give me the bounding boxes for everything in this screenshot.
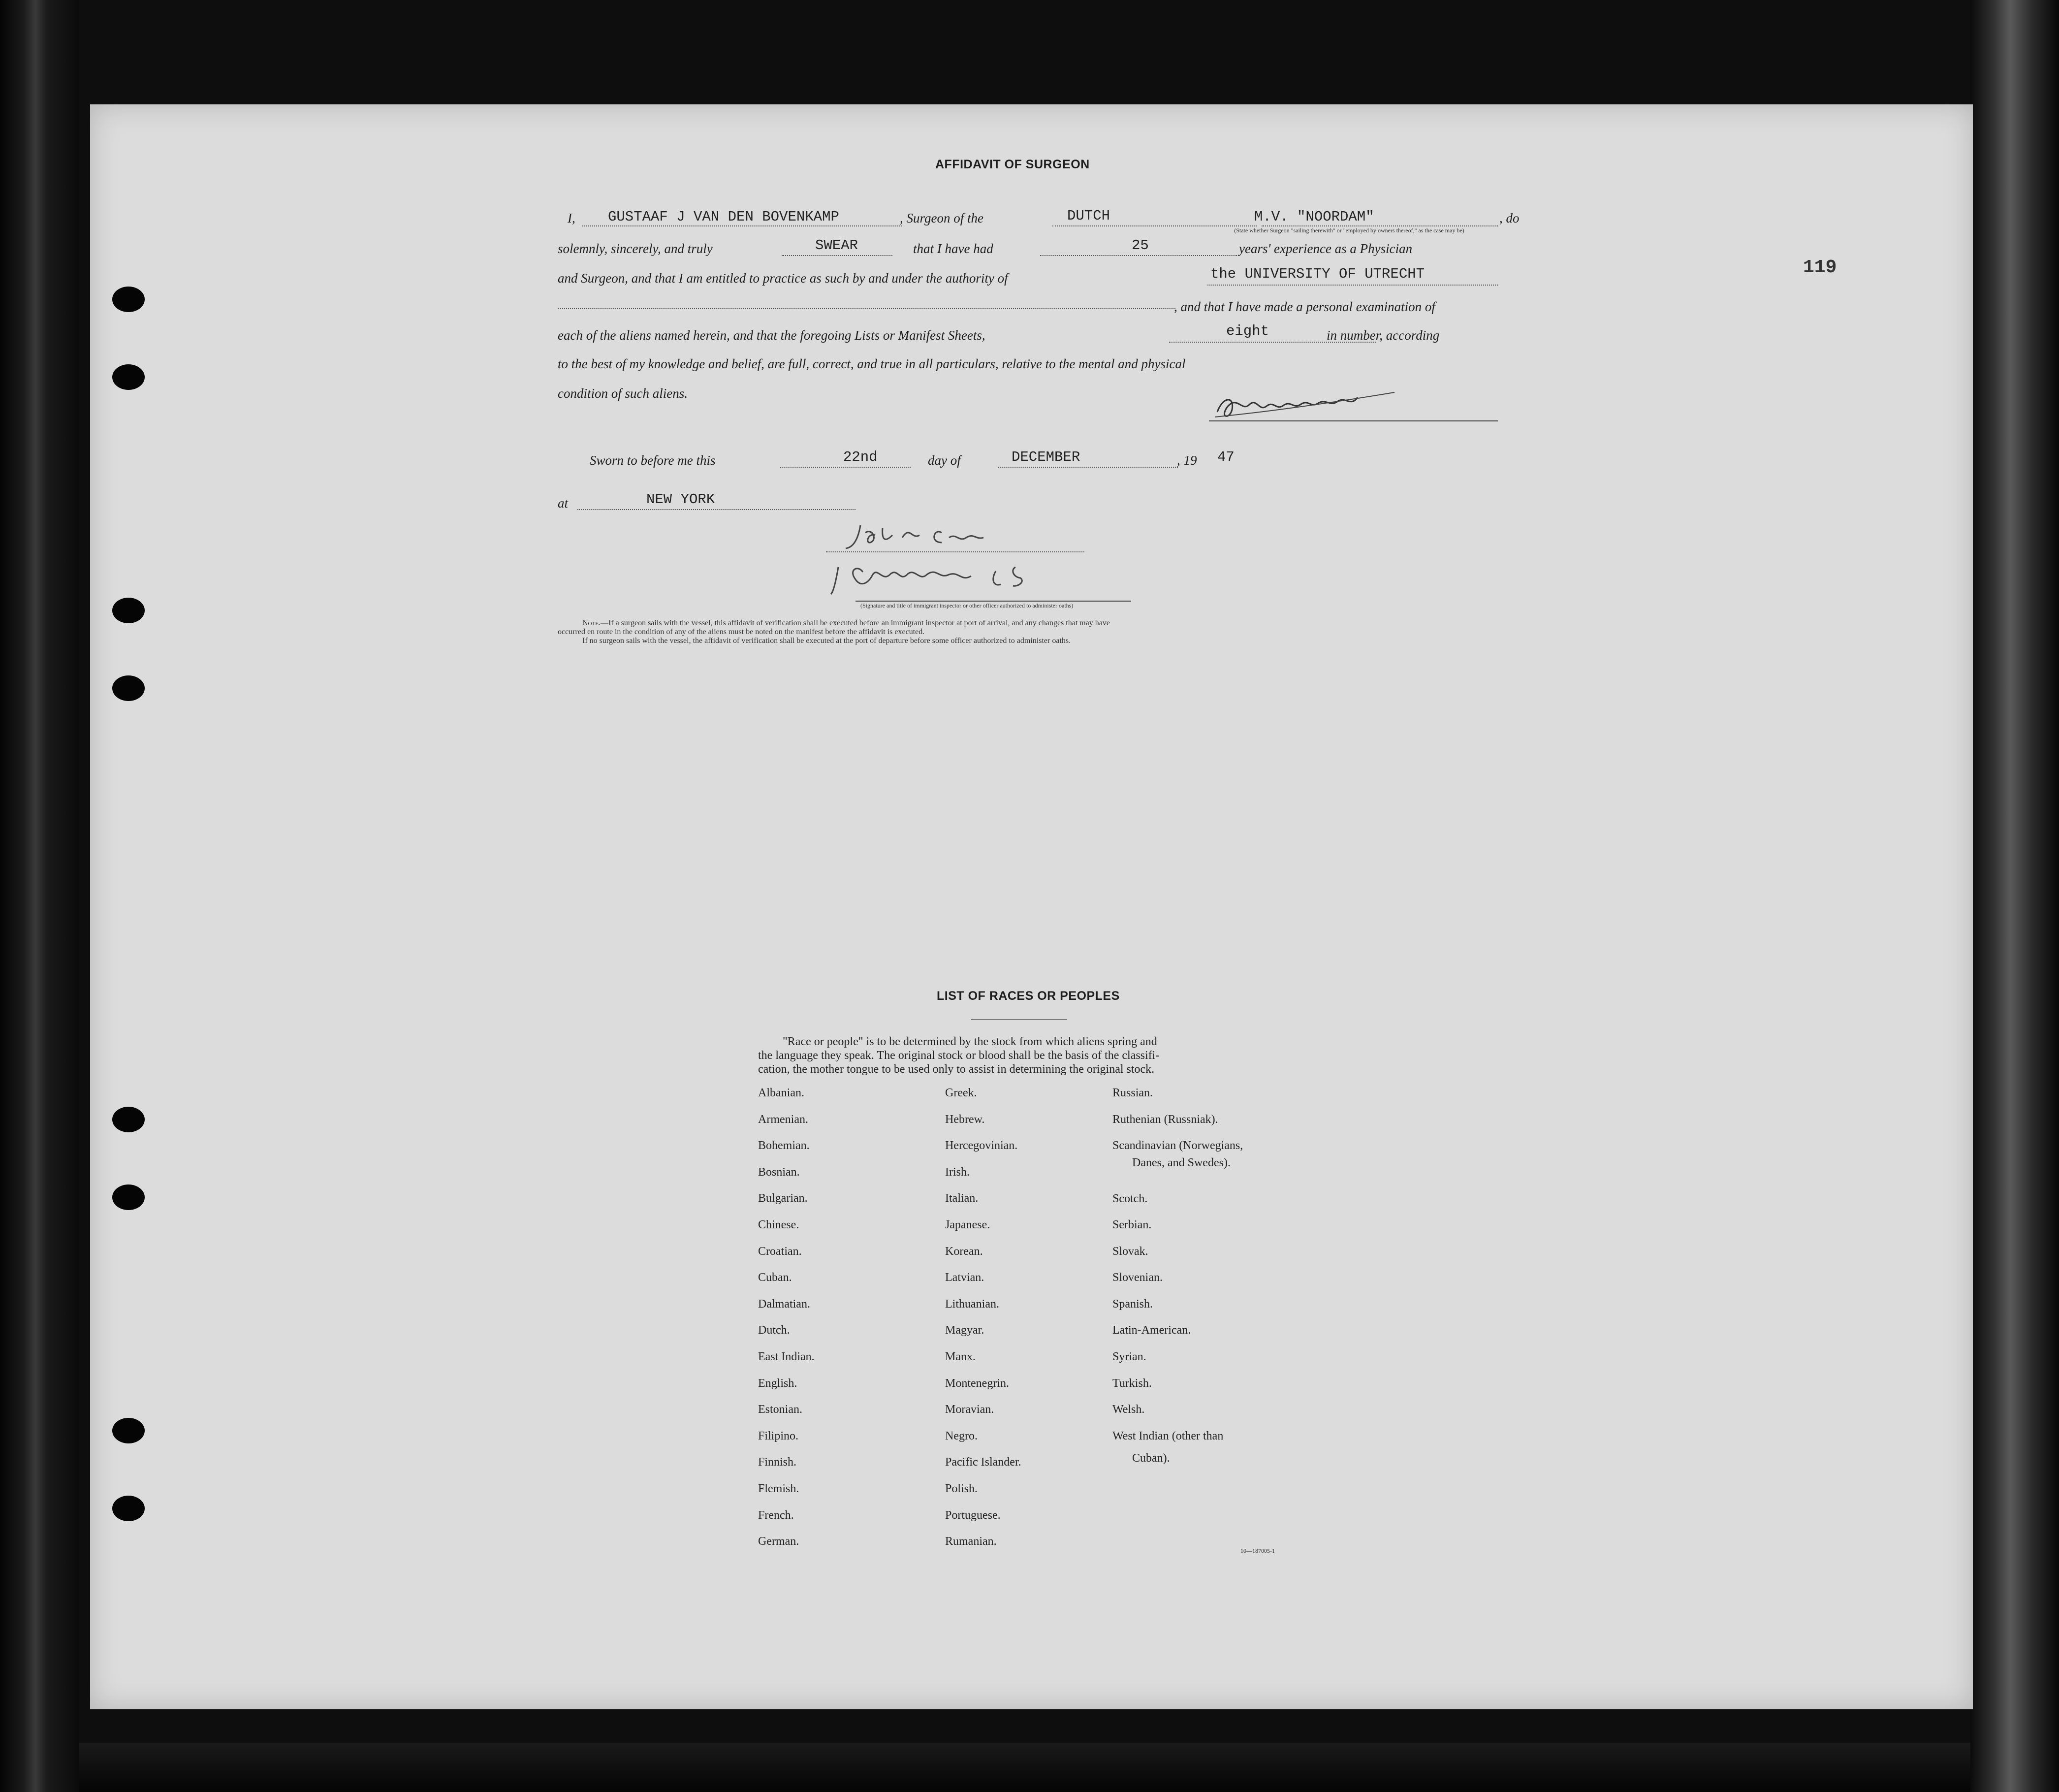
line1-mid: , Surgeon of the	[900, 211, 983, 225]
note-text-1: —If a surgeon sails with the vessel, this affidavit of verification shall be executed before an immigrant inspector at port of arrival, and any changes that may have	[600, 619, 1110, 627]
race-item: Greek.	[945, 1087, 977, 1099]
surgeon-name-line	[582, 225, 902, 226]
race-item: Bohemian.	[758, 1139, 810, 1152]
race-item: Polish.	[945, 1482, 978, 1495]
race-item: Estonian.	[758, 1403, 802, 1416]
race-item: Flemish.	[758, 1482, 799, 1495]
race-item: Welsh.	[1112, 1403, 1145, 1416]
race-item: Lithuanian.	[945, 1297, 999, 1311]
race-item: Dutch.	[758, 1324, 790, 1337]
place-city: NEW YORK	[646, 491, 715, 508]
surgeon-nationality: DUTCH	[1067, 208, 1110, 224]
race-item: Latin-American.	[1112, 1324, 1191, 1337]
race-item: Hebrew.	[945, 1113, 985, 1126]
race-item: Italian.	[945, 1192, 979, 1205]
race-item: Slovenian.	[1112, 1271, 1163, 1284]
nationality-line	[1052, 225, 1257, 226]
punch-hole	[112, 1184, 145, 1210]
document-page	[90, 104, 1973, 1709]
races-title-rule	[971, 1019, 1067, 1020]
surgeon-name: GUSTAAF J VAN DEN BOVENKAMP	[608, 209, 839, 225]
race-item: East Indian.	[758, 1350, 815, 1363]
race-item: German.	[758, 1535, 799, 1548]
years-experience: 25	[1132, 237, 1149, 254]
authority-line-2	[558, 308, 1175, 309]
punch-hole	[112, 1107, 145, 1132]
line2-suffix: years' experience as a Physician	[1239, 241, 1413, 256]
race-item: Spanish.	[1112, 1298, 1153, 1311]
sworn-year: 47	[1217, 449, 1235, 465]
race-item: Finnish.	[758, 1456, 797, 1469]
oath-line	[782, 255, 892, 256]
page-number: 119	[1803, 257, 1837, 278]
inspector-signature-line-1	[826, 551, 1084, 552]
sworn-mid: day of	[928, 453, 961, 468]
authority-line	[1207, 285, 1498, 286]
place-prefix: at	[558, 496, 569, 511]
form-code: 10—187005-1	[1240, 1547, 1275, 1554]
sworn-day: 22nd	[843, 449, 878, 465]
surgeon-signature-line	[1209, 420, 1498, 421]
punch-hole	[112, 1496, 145, 1521]
sworn-prefix: Sworn to before me this	[590, 453, 716, 468]
race-item: Scotch.	[1112, 1192, 1148, 1205]
race-item: Bulgarian.	[758, 1192, 808, 1205]
race-item: Albanian.	[758, 1087, 804, 1099]
race-item: Negro.	[945, 1429, 978, 1442]
oath-word: SWEAR	[815, 237, 858, 254]
race-scandinavian-cont: Danes, and Swedes).	[1132, 1156, 1231, 1169]
line1-prefix: I,	[568, 211, 575, 225]
race-item: Dalmatian.	[758, 1297, 810, 1311]
signature-caption: (Signature and title of immigrant inspector or other officer authorized to administer oaths)	[860, 602, 1074, 609]
film-edge-right	[1970, 0, 2059, 1792]
race-item: Moravian.	[945, 1403, 994, 1416]
races-intro-2: the language they speak. The original stock or blood shall be the basis of the classifi-	[758, 1049, 1160, 1062]
race-item: Rumanian.	[945, 1535, 997, 1548]
punch-hole	[112, 364, 145, 390]
line4: , and that I have made a personal examination of	[1174, 299, 1435, 314]
note-line-3: If no surgeon sails with the vessel, the affidavit of verification shall be executed at the port of departure before some officer authorized to administer oaths.	[582, 637, 1071, 645]
years-line	[1040, 255, 1237, 256]
sworn-month: DECEMBER	[1012, 449, 1080, 465]
race-item: Latvian.	[945, 1271, 984, 1284]
race-item: Turkish.	[1112, 1377, 1152, 1390]
race-item: Croatian.	[758, 1245, 802, 1258]
race-item: Hercegovinian.	[945, 1139, 1018, 1152]
race-item: Bosnian.	[758, 1165, 800, 1179]
race-item: Russian.	[1112, 1087, 1153, 1099]
note-line-2: occurred en route in the condition of any of the aliens must be noted on the manifest before the affidavit is executed.	[558, 628, 925, 636]
races-title: LIST OF RACES OR PEOPLES	[937, 989, 1120, 1003]
race-item: Japanese.	[945, 1218, 990, 1231]
line2-mid: that I have had	[913, 241, 993, 256]
ship-name: M.V. "NOORDAM"	[1254, 209, 1374, 225]
place-line	[577, 509, 855, 510]
races-intro-3: cation, the mother tongue to be used only to assist in determining the original stock.	[758, 1063, 1155, 1076]
line2-prefix: solemnly, sincerely, and truly	[558, 241, 713, 256]
punch-hole	[112, 287, 145, 312]
sworn-year-prefix: , 19	[1177, 453, 1197, 468]
race-item: Montenegrin.	[945, 1376, 1009, 1390]
race-item: West Indian (other than	[1112, 1430, 1224, 1442]
race-item: Magyar.	[945, 1324, 984, 1337]
race-item: Irish.	[945, 1165, 970, 1179]
punch-hole	[112, 1418, 145, 1443]
line5-prefix: each of the aliens named herein, and that the foregoing Lists or Manifest Sheets,	[558, 328, 985, 343]
race-item: Slovak.	[1112, 1245, 1148, 1258]
film-edge-left	[0, 0, 79, 1792]
punch-hole	[112, 675, 145, 701]
race-item: Armenian.	[758, 1113, 808, 1126]
inspector-signature	[819, 513, 1173, 604]
sworn-month-line	[998, 467, 1178, 468]
affidavit-title: AFFIDAVIT OF SURGEON	[935, 158, 1090, 171]
ship-hint: (State whether Surgeon "sailing therewith" or "employed by owners thereof," as the case may be)	[1234, 227, 1464, 234]
line7: condition of such aliens.	[558, 386, 688, 401]
race-item: French.	[758, 1508, 794, 1522]
sworn-day-line	[780, 467, 911, 468]
line6: to the best of my knowledge and belief, are full, correct, and true in all particulars, relative to the mental and physical	[558, 356, 1186, 371]
line1-suffix: , do	[1499, 211, 1520, 225]
race-item: Filipino.	[758, 1429, 799, 1442]
race-item: Pacific Islander.	[945, 1456, 1021, 1469]
race-item: Cuban.	[758, 1271, 792, 1284]
races-intro-1: "Race or people" is to be determined by the stock from which aliens spring and	[783, 1035, 1157, 1048]
race-item: Scandinavian (Norwegians,	[1112, 1139, 1243, 1152]
line3-prefix: and Surgeon, and that I am entitled to practice as such by and under the authority of	[558, 271, 1008, 286]
race-item: English.	[758, 1376, 797, 1390]
race-item: Portuguese.	[945, 1508, 1001, 1522]
line5-suffix: in number, according	[1327, 328, 1440, 343]
race-item: Chinese.	[758, 1218, 799, 1231]
authority: the UNIVERSITY OF UTRECHT	[1210, 266, 1425, 282]
note-line-1	[582, 619, 1110, 628]
film-edge-bottom	[79, 1743, 1970, 1792]
race-item: Manx.	[945, 1350, 976, 1363]
sheets-count: eight	[1226, 323, 1269, 339]
inspector-signature-line-2	[855, 601, 1131, 602]
race-item: Ruthenian (Russniak).	[1112, 1113, 1218, 1126]
race-item: Serbian.	[1112, 1218, 1152, 1231]
race-west-indian-cont: Cuban).	[1132, 1452, 1170, 1465]
note-label: Note.	[582, 619, 601, 627]
race-item: Syrian.	[1112, 1350, 1146, 1363]
ship-line	[1262, 225, 1498, 226]
race-item: Korean.	[945, 1245, 983, 1258]
punch-hole	[112, 598, 145, 623]
